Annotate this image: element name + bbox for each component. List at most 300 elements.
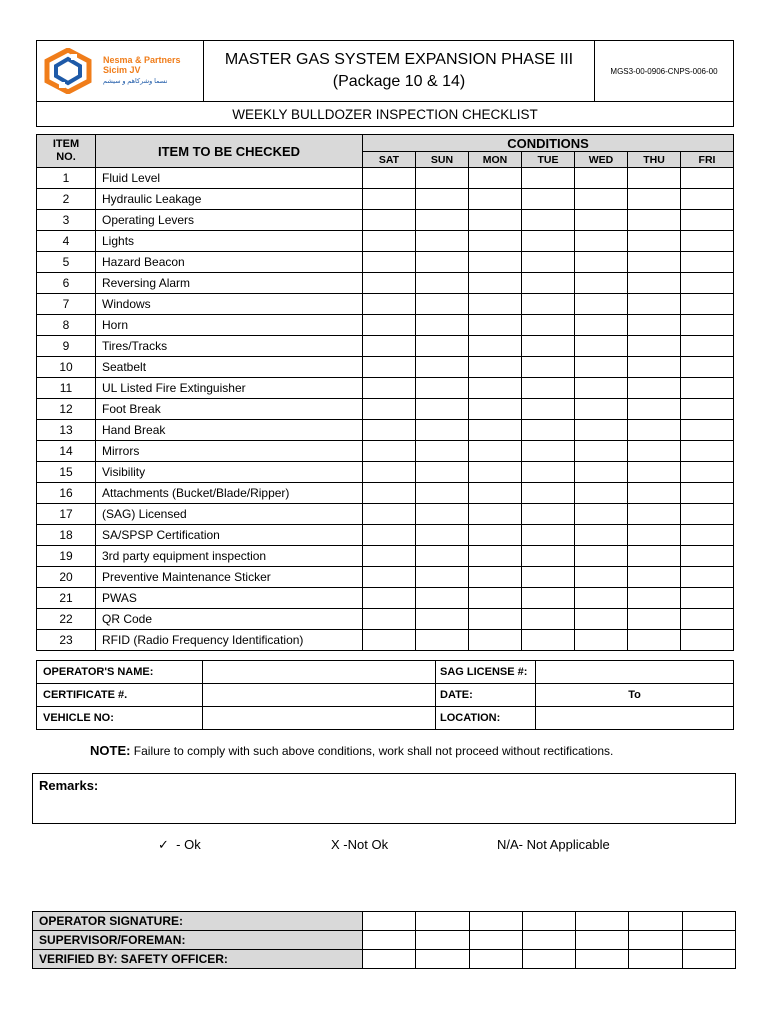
condition-cell-sun[interactable] (416, 504, 469, 525)
condition-cell-fri[interactable] (681, 252, 734, 273)
condition-cell-tue[interactable] (522, 168, 575, 189)
condition-cell-thu[interactable] (628, 588, 681, 609)
condition-cell-sat[interactable] (363, 252, 416, 273)
condition-cell-tue[interactable] (522, 588, 575, 609)
condition-cell-thu[interactable] (628, 378, 681, 399)
condition-cell-wed[interactable] (575, 336, 628, 357)
table-row (37, 504, 734, 525)
condition-cell-thu[interactable] (628, 336, 681, 357)
check-icon: ✓ (158, 837, 169, 852)
signature-cell[interactable] (522, 912, 575, 931)
title-line2: (Package 10 & 14) (332, 73, 466, 90)
day-header-fri: FRI (681, 152, 734, 168)
condition-cell-mon[interactable] (469, 441, 522, 462)
condition-cell-sun[interactable] (416, 231, 469, 252)
condition-cell-mon[interactable] (469, 189, 522, 210)
item-number: 23 (37, 630, 96, 651)
day-header-wed: WED (575, 152, 628, 168)
signature-cell[interactable] (469, 912, 522, 931)
condition-cell-sat[interactable] (363, 399, 416, 420)
condition-cell-tue[interactable] (522, 210, 575, 231)
condition-cell-mon[interactable] (469, 546, 522, 567)
signature-cell[interactable] (629, 931, 682, 950)
condition-cell-sat[interactable] (363, 525, 416, 546)
item-number: 17 (37, 504, 96, 525)
condition-cell-mon[interactable] (469, 420, 522, 441)
condition-cell-mon[interactable] (469, 168, 522, 189)
condition-cell-sat[interactable] (363, 189, 416, 210)
table-row (37, 315, 734, 336)
col-header-item-no: ITEM NO. (37, 135, 96, 168)
signature-cell[interactable] (363, 912, 416, 931)
condition-cell-thu[interactable] (628, 441, 681, 462)
condition-cell-wed[interactable] (575, 231, 628, 252)
item-number: 22 (37, 609, 96, 630)
condition-cell-fri[interactable] (681, 630, 734, 651)
condition-cell-wed[interactable] (575, 357, 628, 378)
table-row (37, 231, 734, 252)
condition-cell-sat[interactable] (363, 546, 416, 567)
signature-cell[interactable] (576, 931, 629, 950)
condition-cell-wed[interactable] (575, 525, 628, 546)
condition-cell-tue[interactable] (522, 630, 575, 651)
condition-cell-tue[interactable] (522, 420, 575, 441)
condition-cell-fri[interactable] (681, 483, 734, 504)
condition-cell-wed[interactable] (575, 546, 628, 567)
item-number: 15 (37, 462, 96, 483)
condition-cell-thu[interactable] (628, 357, 681, 378)
table-row (37, 357, 734, 378)
condition-cell-sun[interactable] (416, 630, 469, 651)
condition-cell-mon[interactable] (469, 357, 522, 378)
condition-cell-wed[interactable] (575, 273, 628, 294)
table-row (37, 483, 734, 504)
condition-cell-sun[interactable] (416, 378, 469, 399)
condition-cell-tue[interactable] (522, 378, 575, 399)
condition-cell-fri[interactable] (681, 399, 734, 420)
document-code: MGS3-00-0906-CNPS-006-00 (595, 41, 734, 102)
condition-cell-mon[interactable] (469, 630, 522, 651)
table-row (37, 168, 734, 189)
condition-cell-sat[interactable] (363, 315, 416, 336)
condition-cell-sun[interactable] (416, 168, 469, 189)
condition-cell-sun[interactable] (416, 567, 469, 588)
condition-cell-wed[interactable] (575, 567, 628, 588)
vehicle-field[interactable] (203, 707, 436, 730)
condition-cell-fri[interactable] (681, 609, 734, 630)
signature-label: VERIFIED BY: SAFETY OFFICER: (33, 950, 363, 969)
condition-cell-fri[interactable] (681, 504, 734, 525)
condition-cell-tue[interactable] (522, 357, 575, 378)
signature-row (33, 931, 736, 950)
condition-cell-sat[interactable] (363, 483, 416, 504)
condition-cell-sun[interactable] (416, 525, 469, 546)
item-name: Visibility (96, 462, 363, 483)
condition-cell-sun[interactable] (416, 252, 469, 273)
condition-cell-mon[interactable] (469, 483, 522, 504)
condition-cell-sun[interactable] (416, 357, 469, 378)
condition-cell-fri[interactable] (681, 567, 734, 588)
title-line1: MASTER GAS SYSTEM EXPANSION PHASE III (224, 51, 574, 68)
item-name: Lights (96, 231, 363, 252)
condition-cell-sat[interactable] (363, 441, 416, 462)
certificate-field[interactable] (203, 684, 436, 707)
condition-cell-fri[interactable] (681, 168, 734, 189)
condition-cell-sun[interactable] (416, 273, 469, 294)
condition-cell-thu[interactable] (628, 525, 681, 546)
item-number: 18 (37, 525, 96, 546)
item-number: 12 (37, 399, 96, 420)
condition-cell-mon[interactable] (469, 252, 522, 273)
sag-license-field[interactable] (536, 661, 734, 684)
condition-cell-fri[interactable] (681, 462, 734, 483)
condition-cell-sat[interactable] (363, 168, 416, 189)
item-name: Mirrors (96, 441, 363, 462)
item-number: 20 (37, 567, 96, 588)
signature-cell[interactable] (682, 912, 735, 931)
condition-cell-sun[interactable] (416, 336, 469, 357)
company-logo-icon (43, 48, 93, 94)
col-header-item: ITEM TO BE CHECKED (96, 135, 363, 168)
condition-cell-thu[interactable] (628, 609, 681, 630)
condition-cell-wed[interactable] (575, 378, 628, 399)
condition-cell-thu[interactable] (628, 189, 681, 210)
logo-cell (37, 41, 204, 102)
table-row (37, 462, 734, 483)
condition-cell-wed[interactable] (575, 189, 628, 210)
condition-cell-tue[interactable] (522, 483, 575, 504)
note-label: NOTE: (90, 743, 131, 758)
signature-cell[interactable] (522, 950, 575, 969)
condition-cell-mon[interactable] (469, 462, 522, 483)
day-header-tue: TUE (522, 152, 575, 168)
table-row (37, 525, 734, 546)
item-name: UL Listed Fire Extinguisher (96, 378, 363, 399)
sag-license-label: SAG LICENSE #: (436, 661, 536, 684)
condition-cell-sat[interactable] (363, 294, 416, 315)
condition-cell-sat[interactable] (363, 336, 416, 357)
day-header-sun: SUN (416, 152, 469, 168)
item-number: 6 (37, 273, 96, 294)
item-number: 13 (37, 420, 96, 441)
condition-cell-tue[interactable] (522, 252, 575, 273)
condition-cell-tue[interactable] (522, 189, 575, 210)
condition-cell-tue[interactable] (522, 273, 575, 294)
condition-cell-fri[interactable] (681, 588, 734, 609)
condition-cell-wed[interactable] (575, 630, 628, 651)
condition-cell-tue[interactable] (522, 336, 575, 357)
item-number: 21 (37, 588, 96, 609)
item-name: RFID (Radio Frequency Identification) (96, 630, 363, 651)
legend-not-ok: X -Not Ok (331, 837, 389, 852)
condition-cell-thu[interactable] (628, 210, 681, 231)
condition-cell-sat[interactable] (363, 462, 416, 483)
condition-cell-thu[interactable] (628, 294, 681, 315)
col-header-conditions: CONDITIONS (363, 135, 734, 152)
table-row (37, 189, 734, 210)
certificate-label: CERTIFICATE #. (37, 684, 203, 707)
item-number: 9 (37, 336, 96, 357)
item-name: Fluid Level (96, 168, 363, 189)
condition-cell-wed[interactable] (575, 420, 628, 441)
condition-cell-thu[interactable] (628, 483, 681, 504)
condition-cell-tue[interactable] (522, 462, 575, 483)
signature-cell[interactable] (416, 950, 469, 969)
condition-cell-fri[interactable] (681, 525, 734, 546)
condition-cell-mon[interactable] (469, 378, 522, 399)
item-name: Hand Break (96, 420, 363, 441)
condition-cell-fri[interactable] (681, 315, 734, 336)
condition-cell-fri[interactable] (681, 210, 734, 231)
checklist-subtitle: WEEKLY BULLDOZER INSPECTION CHECKLIST (37, 102, 734, 127)
condition-cell-thu[interactable] (628, 567, 681, 588)
condition-cell-sat[interactable] (363, 378, 416, 399)
table-row (37, 420, 734, 441)
remarks-box[interactable] (32, 773, 736, 824)
condition-cell-thu[interactable] (628, 315, 681, 336)
condition-cell-fri[interactable] (681, 294, 734, 315)
condition-cell-fri[interactable] (681, 420, 734, 441)
condition-cell-sun[interactable] (416, 189, 469, 210)
condition-cell-sun[interactable] (416, 315, 469, 336)
condition-cell-wed[interactable] (575, 483, 628, 504)
condition-cell-tue[interactable] (522, 231, 575, 252)
condition-cell-thu[interactable] (628, 630, 681, 651)
item-name: PWAS (96, 588, 363, 609)
item-name: QR Code (96, 609, 363, 630)
item-number: 11 (37, 378, 96, 399)
condition-cell-wed[interactable] (575, 399, 628, 420)
logo-name-line1: Nesma & Partners (103, 55, 181, 65)
item-name: Tires/Tracks (96, 336, 363, 357)
condition-cell-mon[interactable] (469, 315, 522, 336)
signature-cell[interactable] (363, 950, 416, 969)
compliance-note (90, 743, 613, 758)
condition-cell-mon[interactable] (469, 504, 522, 525)
condition-cell-mon[interactable] (469, 609, 522, 630)
signature-cell[interactable] (416, 912, 469, 931)
condition-cell-mon[interactable] (469, 525, 522, 546)
condition-cell-wed[interactable] (575, 252, 628, 273)
condition-cell-sun[interactable] (416, 588, 469, 609)
condition-cell-thu[interactable] (628, 399, 681, 420)
condition-cell-mon[interactable] (469, 399, 522, 420)
table-row (37, 273, 734, 294)
table-row (37, 630, 734, 651)
signature-row (33, 950, 736, 969)
table-row (37, 210, 734, 231)
note-text: Failure to comply with such above conditions, work shall not proceed without rectifications. (130, 744, 614, 758)
condition-cell-tue[interactable] (522, 609, 575, 630)
condition-cell-fri[interactable] (681, 273, 734, 294)
signature-cell[interactable] (629, 950, 682, 969)
condition-cell-sun[interactable] (416, 609, 469, 630)
condition-cell-sun[interactable] (416, 210, 469, 231)
condition-cell-wed[interactable] (575, 609, 628, 630)
item-name: Reversing Alarm (96, 273, 363, 294)
condition-cell-sat[interactable] (363, 357, 416, 378)
condition-cell-mon[interactable] (469, 588, 522, 609)
signature-cell[interactable] (416, 931, 469, 950)
condition-cell-sat[interactable] (363, 231, 416, 252)
item-name: SA/SPSP Certification (96, 525, 363, 546)
condition-cell-mon[interactable] (469, 294, 522, 315)
item-name: Attachments (Bucket/Blade/Ripper) (96, 483, 363, 504)
item-number: 2 (37, 189, 96, 210)
condition-cell-sun[interactable] (416, 420, 469, 441)
table-row (37, 546, 734, 567)
item-name: Hydraulic Leakage (96, 189, 363, 210)
table-row (37, 588, 734, 609)
condition-cell-tue[interactable] (522, 525, 575, 546)
vehicle-label: VEHICLE NO: (37, 707, 203, 730)
condition-cell-sun[interactable] (416, 294, 469, 315)
item-number: 7 (37, 294, 96, 315)
item-number: 10 (37, 357, 96, 378)
day-header-mon: MON (469, 152, 522, 168)
condition-cell-thu[interactable] (628, 420, 681, 441)
condition-cell-sat[interactable] (363, 567, 416, 588)
condition-cell-wed[interactable] (575, 441, 628, 462)
condition-cell-wed[interactable] (575, 294, 628, 315)
condition-cell-thu[interactable] (628, 546, 681, 567)
item-name: Operating Levers (96, 210, 363, 231)
item-number: 8 (37, 315, 96, 336)
item-number: 4 (37, 231, 96, 252)
condition-cell-tue[interactable] (522, 294, 575, 315)
operator-info-table (36, 660, 734, 730)
signature-cell[interactable] (576, 912, 629, 931)
condition-cell-tue[interactable] (522, 315, 575, 336)
condition-cell-tue[interactable] (522, 441, 575, 462)
condition-cell-wed[interactable] (575, 588, 628, 609)
condition-cell-tue[interactable] (522, 567, 575, 588)
signature-cell[interactable] (363, 931, 416, 950)
logo-arabic-name: نسما وشركاهم و سيشم (103, 78, 168, 85)
remarks-label: Remarks: (39, 778, 99, 793)
signature-cell[interactable] (682, 950, 735, 969)
item-number: 3 (37, 210, 96, 231)
condition-cell-mon[interactable] (469, 273, 522, 294)
signature-table (32, 911, 736, 969)
condition-cell-mon[interactable] (469, 231, 522, 252)
condition-cell-sun[interactable] (416, 483, 469, 504)
condition-cell-sun[interactable] (416, 546, 469, 567)
condition-cell-thu[interactable] (628, 252, 681, 273)
signature-cell[interactable] (469, 931, 522, 950)
condition-cell-sun[interactable] (416, 399, 469, 420)
condition-cell-tue[interactable] (522, 546, 575, 567)
item-number: 1 (37, 168, 96, 189)
table-row (37, 294, 734, 315)
condition-cell-sat[interactable] (363, 504, 416, 525)
item-name: Hazard Beacon (96, 252, 363, 273)
condition-cell-fri[interactable] (681, 441, 734, 462)
item-name: Seatbelt (96, 357, 363, 378)
item-name: Foot Break (96, 399, 363, 420)
legend-na: N/A- Not Applicable (497, 837, 610, 852)
table-row (37, 441, 734, 462)
condition-cell-thu[interactable] (628, 504, 681, 525)
signature-cell[interactable] (469, 950, 522, 969)
condition-cell-sat[interactable] (363, 609, 416, 630)
condition-cell-fri[interactable] (681, 189, 734, 210)
condition-cell-mon[interactable] (469, 567, 522, 588)
location-label: LOCATION: (436, 707, 536, 730)
condition-cell-tue[interactable] (522, 399, 575, 420)
condition-cell-thu[interactable] (628, 273, 681, 294)
document-title (204, 41, 595, 102)
item-name: Windows (96, 294, 363, 315)
condition-cell-wed[interactable] (575, 210, 628, 231)
date-label: DATE: (436, 684, 536, 707)
item-name: Preventive Maintenance Sticker (96, 567, 363, 588)
condition-cell-tue[interactable] (522, 504, 575, 525)
signature-cell[interactable] (629, 912, 682, 931)
condition-cell-sat[interactable] (363, 273, 416, 294)
condition-cell-sun[interactable] (416, 441, 469, 462)
condition-cell-sun[interactable] (416, 462, 469, 483)
day-header-sat: SAT (363, 152, 416, 168)
signature-cell[interactable] (682, 931, 735, 950)
condition-cell-sat[interactable] (363, 210, 416, 231)
operator-name-field[interactable] (203, 661, 436, 684)
condition-cell-sat[interactable] (363, 420, 416, 441)
signature-row (33, 912, 736, 931)
signature-label: OPERATOR SIGNATURE: (33, 912, 363, 931)
day-header-thu: THU (628, 152, 681, 168)
location-field[interactable] (536, 707, 734, 730)
inspection-checklist-table (36, 134, 734, 651)
condition-cell-mon[interactable] (469, 210, 522, 231)
table-row (37, 378, 734, 399)
signature-cell[interactable] (576, 950, 629, 969)
table-row (37, 567, 734, 588)
condition-cell-fri[interactable] (681, 231, 734, 252)
table-row (37, 399, 734, 420)
condition-cell-thu[interactable] (628, 231, 681, 252)
item-name: Horn (96, 315, 363, 336)
condition-cell-fri[interactable] (681, 546, 734, 567)
table-row (37, 609, 734, 630)
condition-cell-fri[interactable] (681, 357, 734, 378)
condition-cell-wed[interactable] (575, 168, 628, 189)
condition-cell-fri[interactable] (681, 336, 734, 357)
item-number: 14 (37, 441, 96, 462)
condition-cell-sat[interactable] (363, 588, 416, 609)
item-name: 3rd party equipment inspection (96, 546, 363, 567)
item-number: 19 (37, 546, 96, 567)
condition-cell-thu[interactable] (628, 462, 681, 483)
table-row (37, 336, 734, 357)
logo-name-line2: Sicim JV (103, 65, 141, 75)
condition-cell-thu[interactable] (628, 168, 681, 189)
condition-cell-sat[interactable] (363, 630, 416, 651)
checklist-body (37, 168, 734, 651)
condition-cell-wed[interactable] (575, 504, 628, 525)
condition-cell-wed[interactable] (575, 315, 628, 336)
document-header (36, 40, 734, 127)
condition-cell-wed[interactable] (575, 462, 628, 483)
condition-cell-fri[interactable] (681, 378, 734, 399)
table-row (37, 252, 734, 273)
item-number: 16 (37, 483, 96, 504)
condition-cell-mon[interactable] (469, 336, 522, 357)
item-number: 5 (37, 252, 96, 273)
date-field[interactable] (536, 684, 734, 707)
date-to-text: To (628, 689, 641, 701)
signature-cell[interactable] (522, 931, 575, 950)
